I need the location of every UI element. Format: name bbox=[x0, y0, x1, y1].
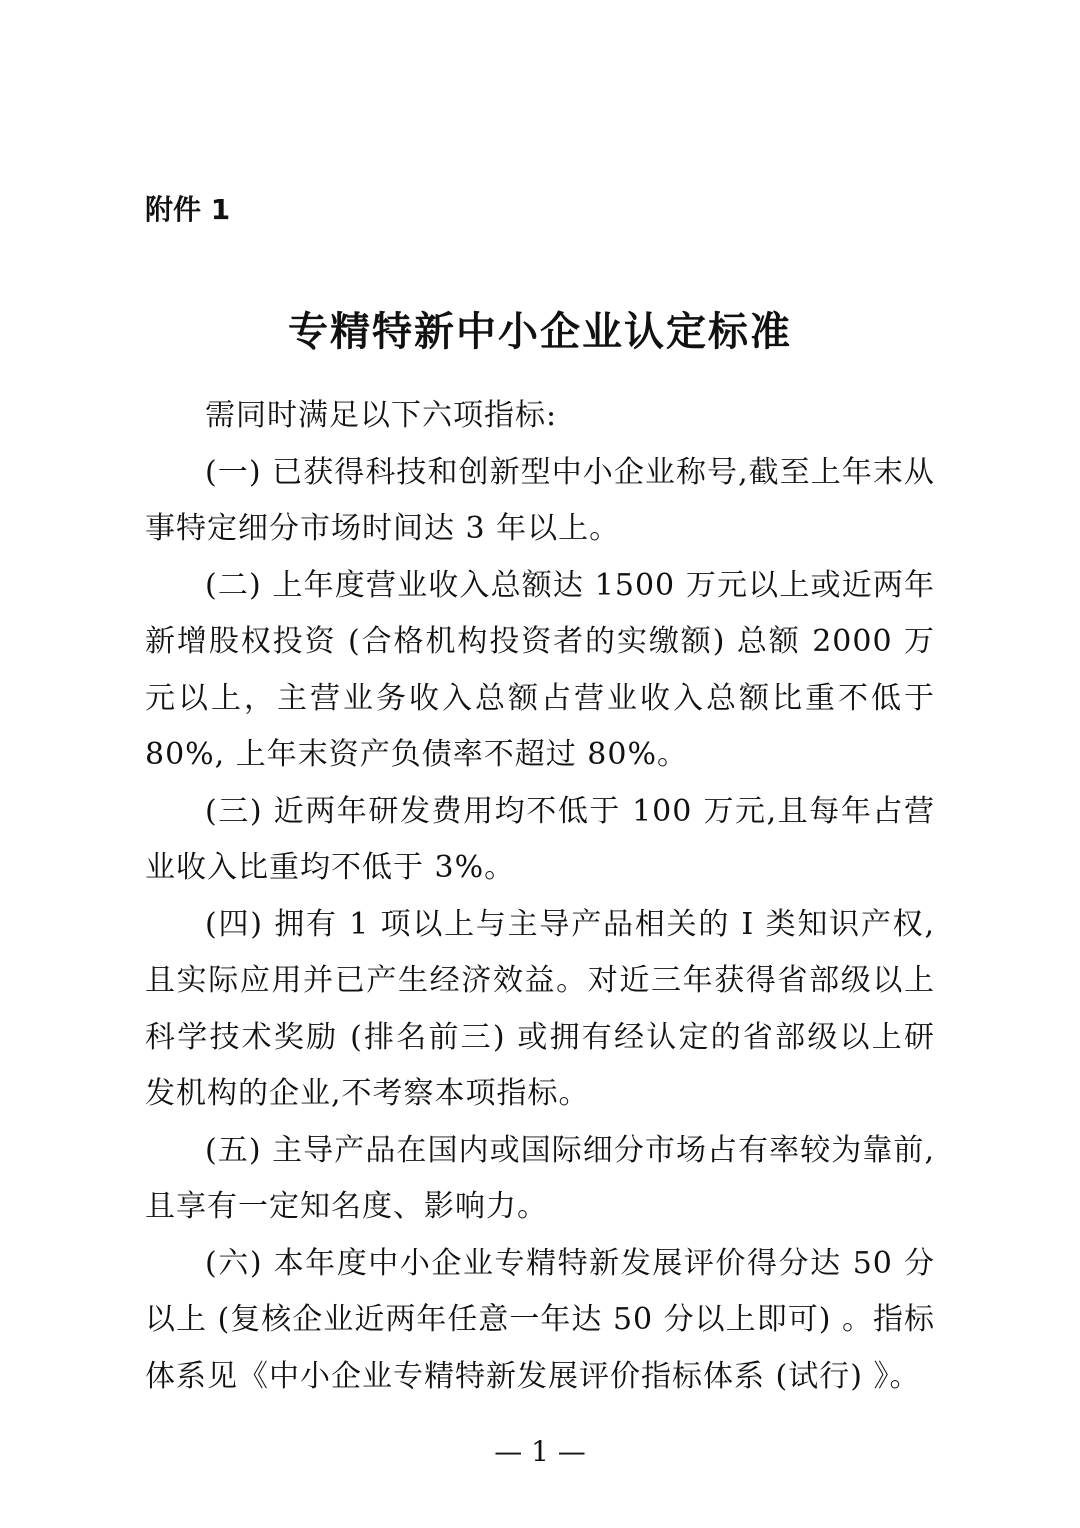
intro-paragraph: 需同时满足以下六项指标: bbox=[205, 398, 558, 433]
page-number: — 1 — bbox=[494, 1435, 586, 1468]
criterion-paragraph-5: (五) 主导产品在国内或国际细分市场占有率较为靠前,且享有一定知名度、影响力。 bbox=[145, 1132, 935, 1224]
criterion-paragraph-1: (一) 已获得科技和创新型中小企业称号,截至上年末从事特定细分市场时间达 3 年以上。 bbox=[145, 454, 935, 546]
document-body bbox=[145, 388, 935, 1405]
attachment-label: 附件 1 bbox=[145, 193, 231, 226]
criterion-paragraph-2: (二) 上年度营业收入总额达 1500 万元以上或近两年新增股权投资 (合格机构投资者的实缴额) 总额 2000 万元以上，主营业务收入总额占营业收入总额比重不低于 80%, 上年末资产负债率不超过 80%。 bbox=[145, 567, 935, 772]
criterion-paragraph-3: (三) 近两年研发费用均不低于 100 万元,且每年占营业收入比重均不低于 3%。 bbox=[145, 793, 935, 885]
criterion-paragraph-6: (六) 本年度中小企业专精特新发展评价得分达 50 分以上 (复核企业近两年任意一年达 50 分以上即可) 。指标体系见《中小企业专精特新发展评价指标体系 (试行) 》。 bbox=[145, 1245, 935, 1394]
criterion-paragraph-4: (四) 拥有 1 项以上与主导产品相关的 I 类知识产权,且实际应用并已产生经济效益。对近三年获得省部级以上科学技术奖励 (排名前三) 或拥有经认定的省部级以上研发机构的企业,不考察本项指标。 bbox=[145, 906, 935, 1111]
document-title: 专精特新中小企业认定标准 bbox=[288, 308, 792, 355]
